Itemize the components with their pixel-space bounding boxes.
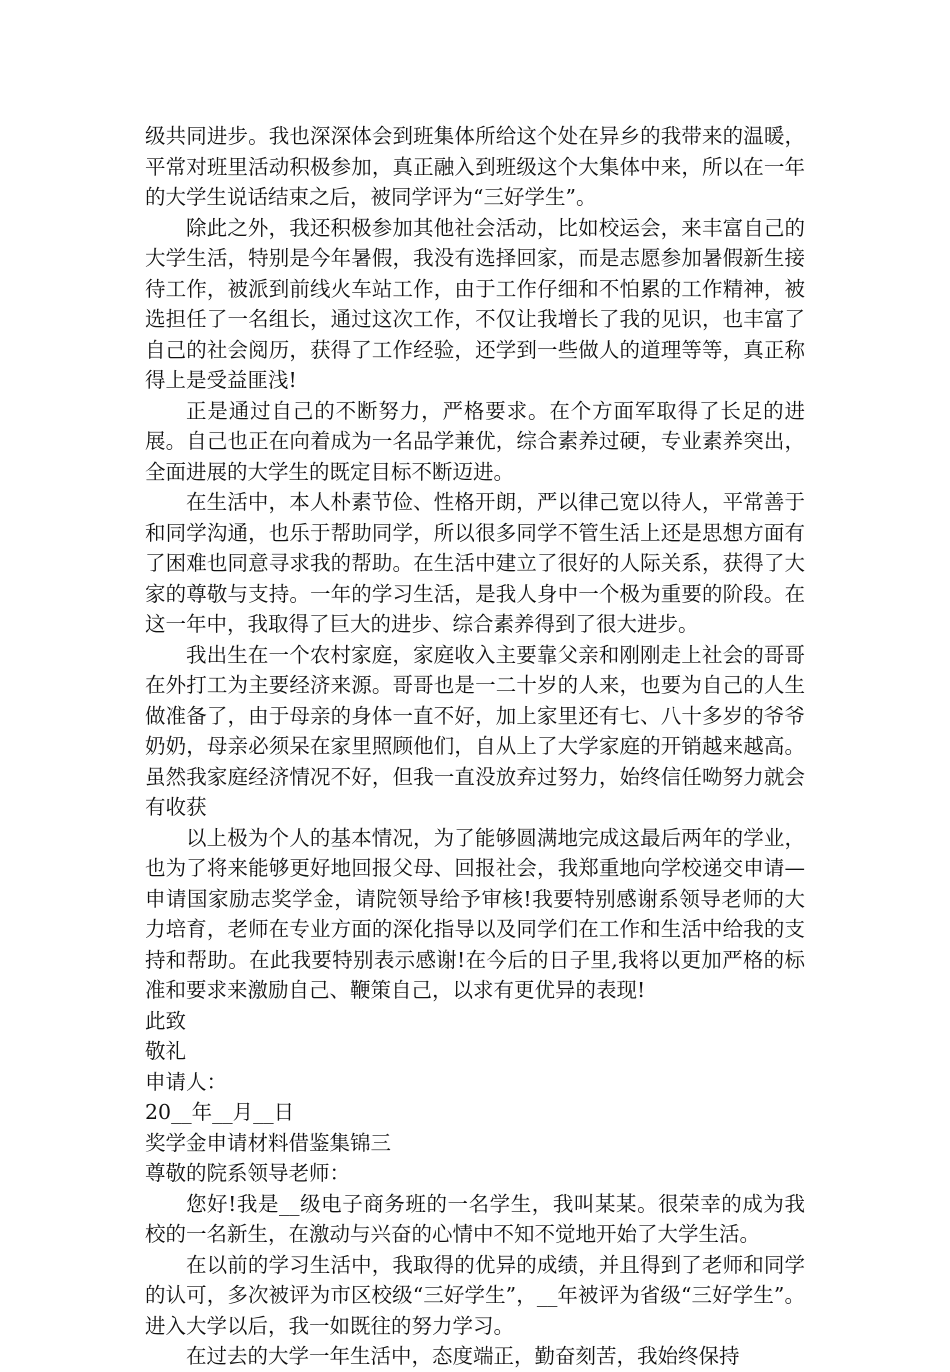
- closing-regards: 敬礼: [145, 1039, 186, 1063]
- section-title: 奖学金申请材料借鉴集锦三: [145, 1130, 391, 1155]
- greeting: 尊敬的院系领导老师：: [145, 1161, 350, 1185]
- paragraph: 以上极为个人的基本情况，为了能够圆满地完成这最后两年的学业，也为了将来能够更好地回报父母、回报社会，我郑重地向学校递交申请—申请国家励志奖学金，请院领导给予审核!我要特别感谢系领导老师的大力培育，老师在专业方面的深化指导以及同学们在工作和生活中给我的支持和帮助。在此我要特别表示感谢!在今后的日子里,我将以更加严格的标准和要求来激励自己、鞭策自己，以求有更优异的表现!: [145, 825, 805, 1002]
- paragraph: 正是通过自己的不断努力，严格要求。在个方面军取得了长足的进展。自己也正在向着成为一名品学兼优，综合素养过硬，专业素养突出，全面进展的大学生的既定目标不断迈进。: [145, 398, 805, 484]
- paragraph: 在过去的大学一年生活中，态度端正，勤奋刻苦，我始终保持: [186, 1344, 740, 1368]
- paragraph: 我出生在一个农村家庭，家庭收入主要靠父亲和刚刚走上社会的哥哥在外打工为主要经济来源。哥哥也是一二十岁的人来，也要为自己的人生做准备了，由于母亲的身体一直不好，加上家里还有七、八十多岁的爷爷奶奶，母亲必须呆在家里照顾他们，自从上了大学家庭的开销越来越高。虽然我家庭经济情况不好，但我一直没放弃过努力，始终信任呦努力就会有收获: [145, 642, 805, 819]
- applicant-label: 申请人：: [145, 1069, 227, 1094]
- paragraph: 您好!我是__级电子商务班的一名学生，我叫某某。很荣幸的成为我校的一名新生，在激动与兴奋的心情中不知不觉地开始了大学生活。: [145, 1191, 805, 1246]
- paragraph: 级共同进步。我也深深体会到班集体所给这个处在异乡的我带来的温暖，平常对班里活动积极参加，真正融入到班级这个大集体中来，所以在一年的大学生说话结束之后，被同学评为“三好学生”。: [145, 124, 805, 209]
- document-body: [145, 121, 805, 1372]
- date-line: 20__年__月__日: [145, 1100, 295, 1124]
- closing-salutation: 此致: [145, 1008, 186, 1033]
- paragraph: 在以前的学习生活中，我取得的优异的成绩，并且得到了老师和同学的认可，多次被评为市区校级“三好学生”，__年被评为省级“三好学生”。进入大学以后，我一如既往的努力学习。: [145, 1252, 805, 1338]
- paragraph: 在生活中，本人朴素节俭、性格开朗，严以律己宽以待人，平常善于和同学沟通，也乐于帮助同学，所以很多同学不管生活上还是思想方面有了困难也同意寻求我的帮助。在生活中建立了很好的人际关系，获得了大家的尊敬与支持。一年的学习生活，是我人身中一个极为重要的阶段。在这一年中，我取得了巨大的进步、综合素养得到了很大进步。: [145, 490, 805, 636]
- paragraph: 除此之外，我还积极参加其他社会活动，比如校运会，来丰富自己的大学生活，特别是今年暑假，我没有选择回家，而是志愿参加暑假新生接待工作，被派到前线火车站工作，由于工作仔细和不怕累的工作精神，被选担任了一名组长，通过这次工作，不仅让我增长了我的见识，也丰富了自己的社会阅历，获得了工作经验，还学到一些做人的道理等等，真正称得上是受益匪浅!: [145, 215, 805, 392]
